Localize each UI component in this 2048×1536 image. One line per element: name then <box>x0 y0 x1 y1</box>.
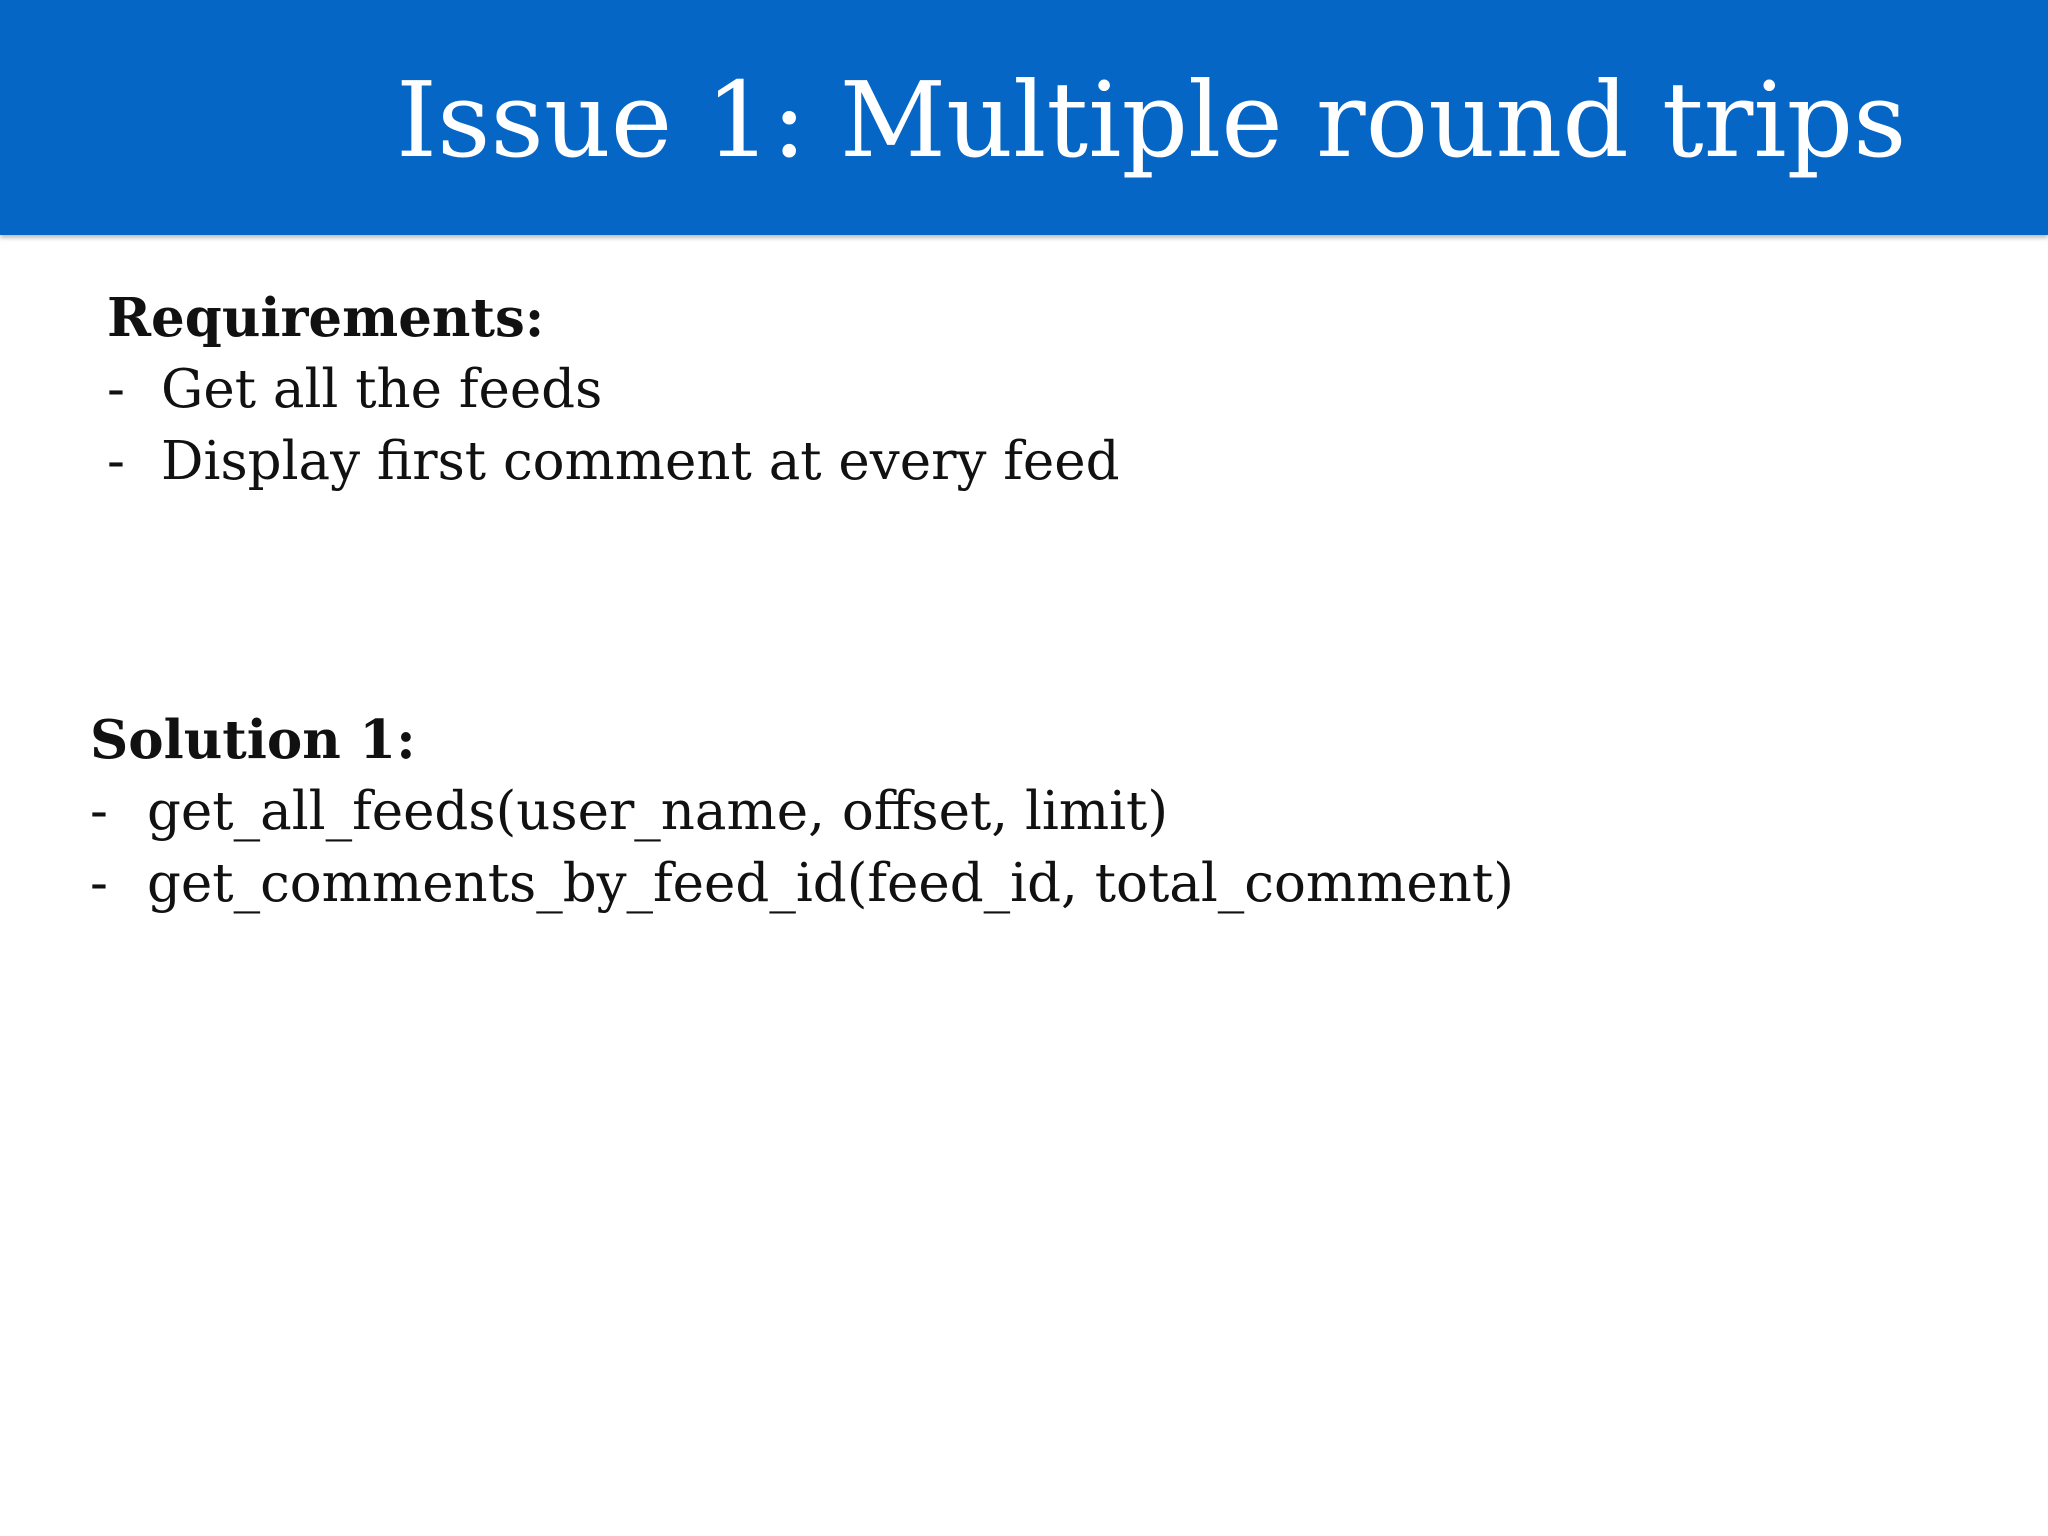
requirement-text: Get all the feeds <box>161 359 603 420</box>
slide-title: Issue 1: Multiple round trips <box>396 59 1907 181</box>
bullet-dash: - <box>90 853 108 914</box>
requirement-item <box>107 426 1120 498</box>
requirement-text: Display first comment at every feed <box>161 431 1120 492</box>
requirement-item <box>107 354 603 426</box>
solution-item <box>90 776 1169 848</box>
solution-section <box>90 704 1514 920</box>
bullet-dash: - <box>90 781 108 842</box>
requirements-section <box>107 282 1120 498</box>
solution-function-text: get_all_feeds(user_name, offset, limit) <box>147 781 1169 842</box>
bullet-dash: - <box>107 431 125 492</box>
requirements-heading: Requirements: <box>107 287 545 349</box>
solution-function-text: get_comments_by_feed_id(feed_id, total_comment) <box>147 853 1514 914</box>
solution-item <box>90 848 1514 920</box>
bullet-dash: - <box>107 359 125 420</box>
title-bar <box>0 0 2048 235</box>
solution-heading: Solution 1: <box>90 709 416 771</box>
